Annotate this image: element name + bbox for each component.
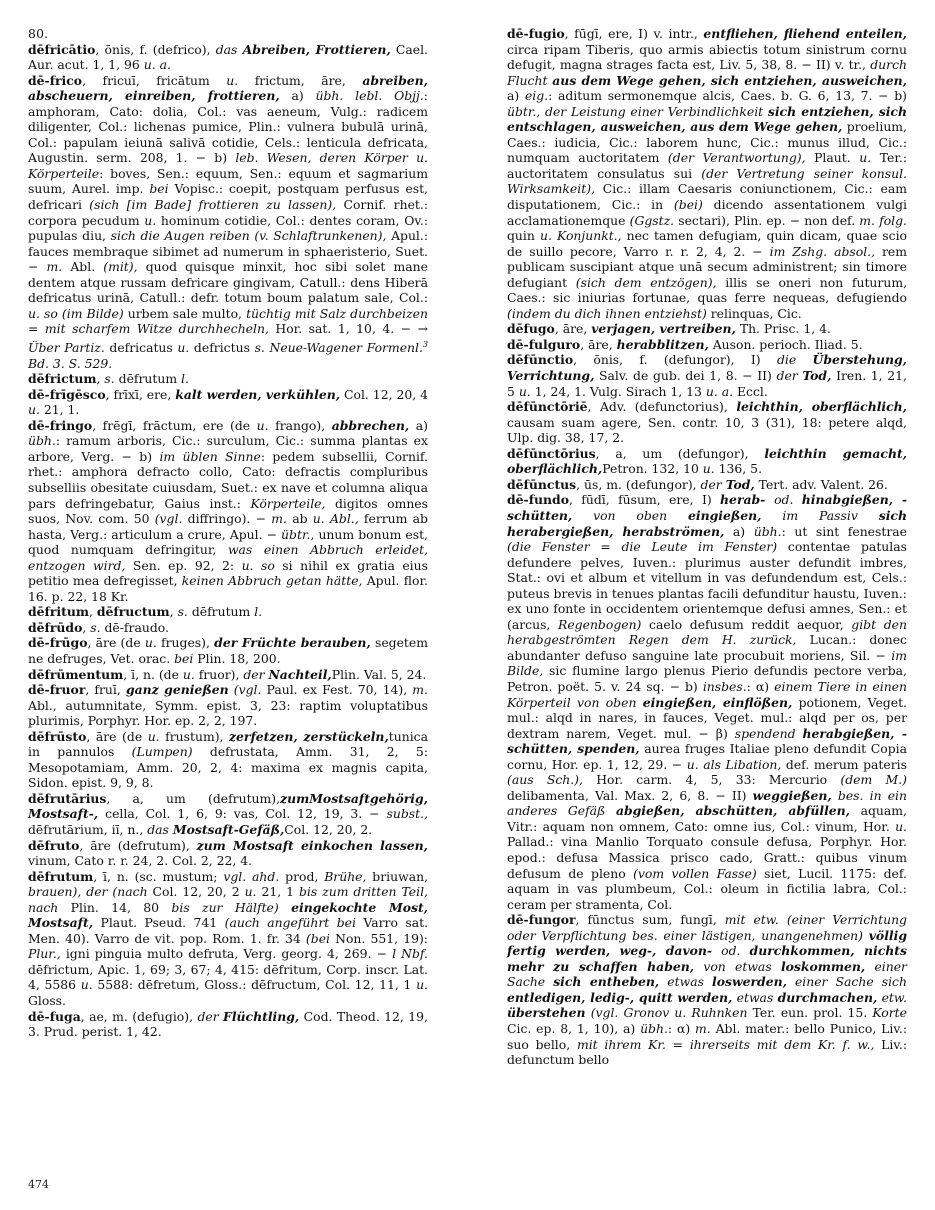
dictionary-entry-defrictum: dēfrictum, s. dēfrutum l.: [28, 371, 189, 387]
dictionary-entry-defricatio: dēfricātio, ōnis, f. (defrico), das Abreiben, Frottieren, Cael. Aur. acut. 1, 1, 96 u. a.: [28, 41, 428, 73]
dictionary-entry-de-frugo: dē-frūgo, āre (de u. fruges), der Früchte berauben, segetem ne defruges, Vet. orac. bei Plin. 18, 200.: [28, 635, 428, 666]
dictionary-entry-defruto: dēfruto, āre (defrutum), zum Mostsaft einkochen lassen, vinum, Cato r. r. 24, 2. Col. 2, 22, 4.: [28, 837, 428, 869]
dictionary-entry-de-frigesco: dē-frīgēsco, frīxī, ere, kalt werden, verkühlen, Col. 12, 20, 4 u. 21, 1.: [28, 386, 429, 418]
dictionary-entry-de-fulguro: dē-fulguro, āre, herabblitzen, Auson. perioch. Iliad. 5.: [507, 336, 863, 352]
dictionary-entry-de-fringo: dē-fringo, frēgī, frāctum, ere (de u. frango), abbrechen, a) übh.: ramum arboris, Cic.: surculum, Cic.: summa plantas ex arbore, Verg. − b) im üblen Sinne: pedem subsellii, Cornif. rhet.: amphora defracto collo, Cato: defractis compluribus subselliis obesitate cuiusdam, Suet.: ex nave et columna aliqua pars defringebatur, Gaius inst.: Körperteile, digitos omnes suos, Nov. com. 50 (vgl. diffringo). − m. ab u. Abl., ferrum ab hasta, Verg.: articulum a crure, Apul. − übtr., unum bonum est, quod numquam defringitur, was einen Abbruch erleidet, entzogen wird, Sen. ep. 92, 2: u. so si nihil ex gratia eius petitio mea defregisset, keinen Abbruch getan hätte, Apul. flor. 16. p. 22, 18 Kr.: [28, 417, 429, 604]
dictionary-entry-defugo: dēfugo, āre, verjagen, vertreiben, Th. Prisc. 1, 4.: [507, 321, 831, 337]
dictionary-entry-defrutum: dēfrutum, ī, n. (sc. mustum; vgl. ahd. prod, Brühe, briuwan, brauen), der (nach Col. 12, 20, 2 u. 21, 1 bis zum dritten Teil, nach Plin. 14, 80 bis zur Hälfte) eingekochte Most, Mostsaft, Plaut. Pseud. 741 (auch angeführt bei Varro sat. Men. 40). Varro de vit. pop. Rom. 1. fr. 34 (bei Non. 551, 19): Plur., igni pinguia multo defruta, Verg. georg. 4, 269. − l Nbf. dēfrictum, Apic. 1, 69; 3, 67; 4, 415: dēfritum, Corp. inscr. Lat. 4, 5586 u. 5588: dēfretum, Gloss.: dēfructum, Col. 12, 11, 1 u. Gloss.: [28, 868, 429, 1009]
dictionary-entry-de-fruor: dē-fruor, fruī, ganz genießen (vgl. Paul. ex Fest. 70, 14), m. Abl., autumnitate, Symm. epist. 3, 23: raptim voluptatibus plurimis, Porphyr. Hor. ep. 2, 2, 197.: [28, 682, 428, 729]
right-column: [507, 26, 907, 1161]
dictionary-entry-defritum: dēfritum, dēfructum, s. dēfrutum l.: [28, 604, 263, 620]
dictionary-entry-de-fungor: dē-fungor, fūnctus sum, fungī, mit etw. (einer Verrichtung oder Verpflichtung bes. einer lästigen, unangenehmen) völlig fertig werden, weg-, davon- od. durchkommen, nichts mehr zu schaffen haben, von etwas loskommen, einer Sache sich entheben, etwas loswerden, einer Sache sich entledigen, ledig-, quitt werden, etwas durchmachen, etw. überstehen (vgl. Gronov u. Ruhnken Ter. eun. prol. 15. Korte Cic. ep. 8, 1, 10), a) übh.: α) m. Abl. mater.: bello Punico, Liv.: suo bello, mit ihrem Kr. = ihrerseits mit dem Kr. f. w., Liv.: defunctum bello: [507, 912, 907, 1068]
dictionary-entry-defrudo: dēfrūdo, s. dē-fraudo.: [28, 619, 169, 635]
dictionary-entry-de-frico: dē-frico, fricuī, fricātum u. frictum, āre, abreiben, abscheuern, einreiben, frottieren, a) übh. lebl. Objj.: amphoram, Cato: dolia, Col.: vas aeneum, Vulg.: radicem diligenter, Col.: lichenas pumice, Plin.: vulnera bubulā urinā, Col.: papulam ieiunā salivā cotidie, Cels.: lenticula defricata, Augustin. serm. 208, 1. − b) leb. Wesen, deren Körper u. Körperteile: boves, Sen.: equum, Sen.: equum et sagmarium suum, Aurel. imp. bei Vopisc.: coepit, postquam perfusus est, defricari (sich [im Bade] frottieren zu lassen), Cornif. rhet.: corpora pecudum u. hominum cotidie, Col.: dentes coram, Ov.: pupulas diu, sich die Augen reiben (v. Schlaftrunkenen), Apul.: fauces membraque sibimet ad numerum in sphaeristerio, Suet. − m. Abl. (mit), quod quisque minxit, hoc sibi solet mane dentem atque russam defricare gingivam, Catull.: dens Hiberā defricatus urinā, Catull.: defr. totum boum palatum sale, Col.: u. so (im Bilde) urbem sale multo, tüchtig mit Salz durchbeizen = mit scharfem Witze durchhecheln, Hor. sat. 1, 10, 4. − → Über Partiz. defricatus u. defrictus s. Neue-Wagener Formenl.$^3$ Bd. 3. S. 529.: [28, 72, 429, 371]
dictionary-entry-defunctio: dēfūnctio, ōnis, f. (defungor), I) die Überstehung, Verrichtung, Salv. de gub. dei 1, 8. − II) der Tod, Iren. 1, 21, 5 u. 1, 24, 1. Vulg. Sirach 1, 13 u. a. Eccl.: [507, 352, 907, 399]
dictionary-entry-defunctorius: dēfūnctōrius, a, um (defungor), leichthin gemacht, oberflächlich,Petron. 132, 10 u. 136, 5.: [507, 445, 907, 477]
dictionary-entry-defrumentum: dēfrūmentum, ī, n. (de u. fruor), der Nachteil,Plin. Val. 5, 24.: [28, 666, 427, 682]
dictionary-entry-defunctus: dēfūnctus, ūs, m. (defungor), der Tod, Tert. adv. Valent. 26.: [507, 476, 888, 492]
dictionary-entry-defunctorie: dēfūnctōriē, Adv. (defunctorius), leichthin, oberflächlich, causam suam agere, Sen. contr. 10, 3 (31), 18: petere alqd, Ulp. dig. 38, 17, 2.: [507, 399, 907, 446]
dictionary-entry-de-fuga: dē-fuga, ae, m. (defugio), der Flüchtling, Cod. Theod. 12, 19, 3. Prud. perist. 1, 42.: [28, 1008, 428, 1040]
dictionary-entry-de-fundo: dē-fundo, fūdī, fūsum, ere, I) herab- od. hinabgießen, -schütten, von oben eingießen, im Passiv sich herabergießen, herabströmen, a) übh.: ut sint fenestrae (die Fenster = die Leute im Fenster) contentae patulas defundere pelves, Iuven.: plurimus auster defundit imbres, Stat.: ovi et album et vitellum in vas defundendum est, Cels.: puteus brevis in tenues plantas facili defunditur haustu, Iuven.: ex uno fonte in occidentem orientemque defusi amnes, Sen.: et (arcus, Regenbogen) caelo defusum reddit aequor, gibt den herabgeströmten Regen dem H. zurück, Lucan.: donec abundanter defuso sanguine late procubuit moriens, Sil. − im Bilde, sic flumine largo plenus Pierio defundis pectore verba, Petron. poët. 5. v. 24 sq. − b) insbes.: α) einem Tiere in einen Körperteil von oben eingießen, einflößen, potionem, Veget. mul.: alqd in nares, in fauces, Veget. mul.: alqd per os, per dextram narem, Veget. mul. − β) spendend herabgießen, -schütten, spenden, aurea fruges Italiae pleno defundit Copia cornu, Hor. ep. 1, 12, 29. − u. als Libation, def. merum pateris (aus Sch.), Hor. carm. 4, 5, 33: Mercurio (dem M.) delibamenta, Val. Max. 2, 6, 8. − II) weggießen, bes. in ein anderes Gefäß abgießen, abschütten, abfüllen, aquam, Vitr.: aquam non omnem, Cato: omne ius, Col.: vinum, Hor. u. Pallad.: vina Manlio Torquato consule defusa, Porphyr. Hor. epod.: defusa Massica prisco cado, Gratt.: quibus vinum defusum de pleno (vom vollen Fasse) siet, Lucil. 1175: def. aquam in vas plumbeum, Col.: oleum in fictilia labra, Col.: ceram per stramenta, Col.: [507, 492, 907, 912]
folio-number: 474: [28, 1178, 49, 1191]
dictionary-entry-defrusto: dēfrūsto, āre (de u. frustum), zerfetzen, zerstückeln,tunica in pannulos (Lumpen) defrustata, Amm. 31, 2, 5: Mesopotamiam, Amm. 20, 2, 4: maxima ex magnis capita, Sidon. epist. 9, 9, 8.: [28, 728, 428, 791]
page-columns: [28, 26, 907, 1161]
left-column: [28, 26, 428, 1161]
dictionary-entry-de-fugio: dē-fugio, fūgī, ere, I) v. intr., entfliehen, fliehend enteilen, circa ripam Tiberis, quo armis abiectis totum sinistrum cornu defugit, magna strages facta est, Liv. 5, 38, 8. − II) v. tr., durch Flucht aus dem Wege gehen, sich entziehen, ausweichen, a) eig.: aditum sermonemque alcis, Caes. b. G. 6, 13, 7. − b) übtr., der Leistung einer Verbindlichkeit sich entziehen, sich entschlagen, ausweichen, aus dem Wege gehen, proelium, Caes.: iudicia, Cic.: laborem hunc, Cic.: munus illud, Cic.: numquam auctoritatem (der Verantwortung), Plaut. u. Ter.: auctoritatem consulatus sui (der Vertretung seiner konsul. Wirksamkeit), Cic.: illam Caesaris coniunctionem, Cic.: eam disputationem, Cic.: in (bei) dicendo assentationem vulgi acclamationemque (Ggstz. sectari), Plin. ep. − non def. m. folg. quin u. Konjunkt., nec tamen defugiam, quin dicam, quae scio de suillo pecore, Varro r. r. 2, 4, 2. − im Zshg. absol., rem publicam suscipiant atque unā secum administrent; sin timore defugiant (sich dem entzögen), illis se oneri non futurum, Caes.: sic iniurias fortunae, quas ferre nequeas, defugiendo (indem du dich ihnen entziehst) relinquas, Cic.: [507, 26, 908, 321]
dictionary-entry-defrutarius: dēfrutārius, a, um (defrutum),zumMostsaftgehörig, Mostsaft-, cella, Col. 1, 6, 9: vas, Col. 12, 19, 3. − subst., dēfrutārium, iī, n., das Mostsaft-Gefäß,Col. 12, 20, 2.: [28, 790, 428, 838]
running-head: 80.: [28, 26, 49, 41]
